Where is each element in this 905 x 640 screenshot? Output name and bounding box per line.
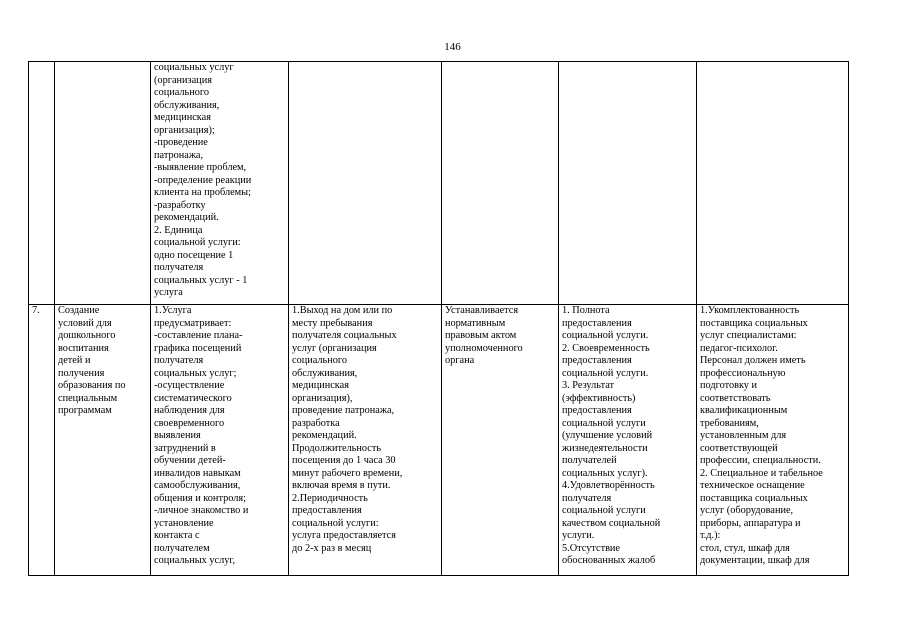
- quality-indicators-cell: [559, 62, 697, 305]
- service-name-cell: Создание условий для дошкольного воспитания детей и получения образования по специальным программам: [55, 305, 151, 576]
- row-number-cell: [29, 62, 55, 305]
- service-norms-cell: Устанавливается нормативным правовым актом уполномоченного органа: [442, 305, 559, 576]
- service-terms-cell: 1.Выход на дом или по месту пребывания получателя социальных услуг (организация социального обслуживания, медицинская организация), проведение патронажа, разработка рекомендаций. Продолжительность посещения до 1 часа 30 минут рабочего времени, включая время в пути. 2.Периодичность предоставления социальной услуги: услуга предоставляется до 2-х раз в месяц: [289, 305, 442, 576]
- row-number-cell: 7.: [29, 305, 55, 576]
- table-row-continued: [29, 62, 849, 305]
- service-conditions-cell: 1.Укомплектованность поставщика социальных услуг специалистами: педагог-психолог. Персонал должен иметь профессиональную подготовку и соответствовать квалификационным требованиям, установленным для соответствующей профессии, специальности. 2. Специальное и табельное техническое оснащение поставщика социальных услуг (оборудование, приборы, аппаратура и т.д.): стол, стул, шкаф для документации, шкаф для: [697, 305, 849, 576]
- service-name-cell: [55, 62, 151, 305]
- service-terms-cell: [289, 62, 442, 305]
- service-norms-cell: [442, 62, 559, 305]
- quality-indicators-cell: 1. Полнота предоставления социальной услуги. 2. Своевременность предоставления социальной услуги. 3. Результат (эффективность) предоставления социальной услуги (улучшение условий жизнедеятельности получателей социальных услуг). 4.Удовлетворённость получателя социальной услуги качеством социальной услуги. 5.Отсутствие обоснованных жалоб: [559, 305, 697, 576]
- service-conditions-cell: [697, 62, 849, 305]
- services-table: [28, 61, 849, 576]
- service-description-cell: социальных услуг (организация социального обслуживания, медицинская организация); -проведение патронажа, -выявление проблем, -определение реакции клиента на проблемы; -разработку рекомендаций. 2. Единица социальной услуги: одно посещение 1 получателя социальных услуг - 1 услуга: [151, 62, 289, 305]
- page-number: 146: [444, 41, 461, 53]
- service-description-cell: 1.Услуга предусматривает: -составление плана- графика посещений получателя социальных услуг; -осуществление систематического наблюдения для своевременного выявления затруднений в обучении детей- инвалидов навыкам самообслуживания, общения и контроля; -личное знакомство и установление контакта с получателем социальных услуг,: [151, 305, 289, 576]
- table-row-7: [29, 305, 849, 576]
